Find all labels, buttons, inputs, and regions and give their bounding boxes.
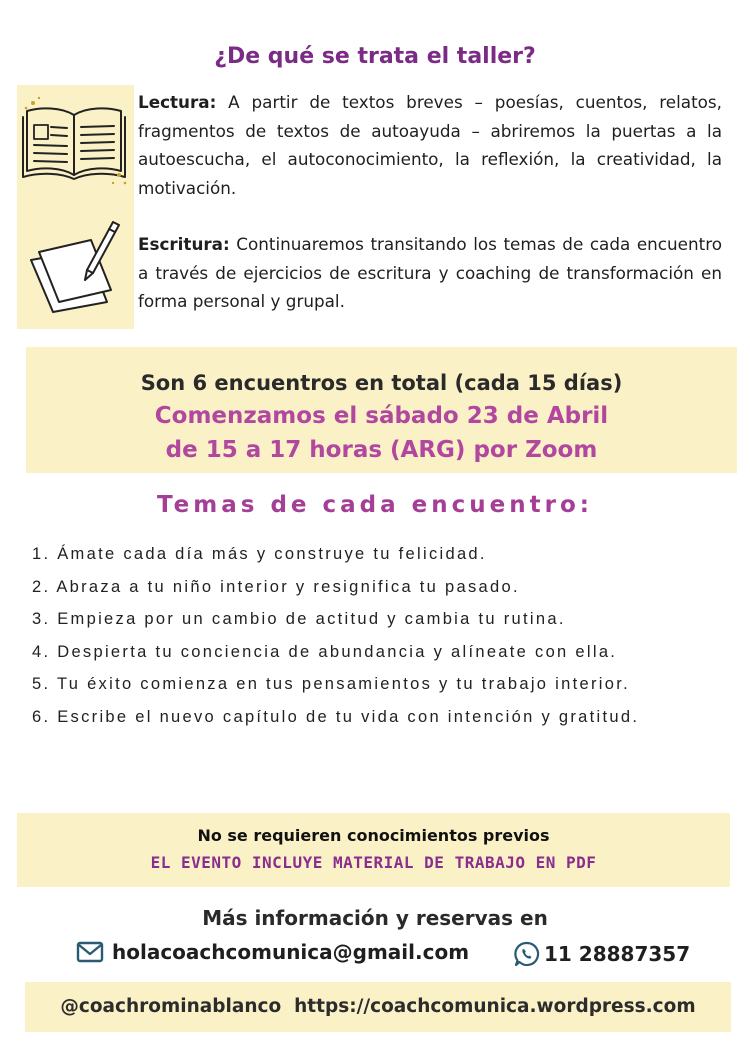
topic-item: 5. Tu éxito comienza en tus pensamientos y tu trabajo interior.: [32, 675, 630, 693]
no-prerequisites: No se requieren conocimientos previos: [197, 826, 550, 845]
contact-heading: Más información y reservas en: [202, 906, 548, 930]
topic-item: 4. Despierta tu conciencia de abundancia y alíneate con ella.: [32, 642, 618, 661]
schedule-box: [26, 347, 737, 473]
escritura-label: Escritura:: [138, 234, 230, 254]
start-date: Comenzamos el sábado 23 de Abril: [154, 403, 609, 429]
pen-paper-icon: [17, 210, 134, 320]
topic-item: 2. Abraza a tu niño interior y resignifica tu pasado.: [32, 577, 520, 596]
lectura-label: Lectura:: [138, 92, 217, 112]
material-included: EL EVENTO INCLUYE MATERIAL DE TRABAJO EN PDF: [150, 853, 597, 872]
footer-spacer: [281, 996, 294, 1017]
email-contact[interactable]: [76, 940, 469, 964]
escritura-text: Continuaremos transitando los temas de cada encuentro a través de ejercicios de escritura y coaching de transformación en forma personal y grupal.: [138, 234, 722, 311]
instagram-handle[interactable]: @coachrominablanco: [60, 996, 282, 1017]
icon-panel: [17, 85, 134, 329]
escritura-paragraph: [138, 230, 722, 316]
topics-list: [32, 538, 732, 733]
topic-item: 1. Ámate cada día más y construye tu felicidad.: [32, 545, 487, 563]
lectura-paragraph: [138, 88, 722, 202]
open-book-icon: [17, 85, 134, 195]
phone-contact[interactable]: [513, 940, 690, 968]
phone-number[interactable]: 11 28887357: [544, 942, 691, 966]
session-time: de 15 a 17 horas (ARG) por Zoom: [165, 437, 598, 463]
topic-item: 3. Empieza por un cambio de actitud y cambia tu rutina.: [32, 610, 566, 628]
topics-title: Temas de cada encuentro:: [157, 492, 593, 518]
envelope-icon: [76, 941, 104, 963]
page-title: ¿De qué se trata el taller?: [214, 44, 536, 69]
whatsapp-icon: [513, 940, 541, 968]
notice-box: [17, 813, 730, 887]
email-address[interactable]: holacoachcomunica@gmail.com: [112, 940, 470, 964]
footer-bar: [25, 982, 731, 1032]
website-link[interactable]: https://coachcomunica.wordpress.com: [294, 996, 696, 1017]
sessions-count: Son 6 encuentros en total (cada 15 días): [140, 371, 623, 395]
topic-item: 6. Escribe el nuevo capítulo de tu vida con intención y gratitud.: [32, 707, 640, 726]
lectura-text: A partir de textos breves – poesías, cuentos, relatos, fragmentos de textos de autoayuda – abriremos la puertas a la autoescucha, el autoconocimiento, la reflexión, la creatividad, la motivación.: [138, 92, 722, 198]
